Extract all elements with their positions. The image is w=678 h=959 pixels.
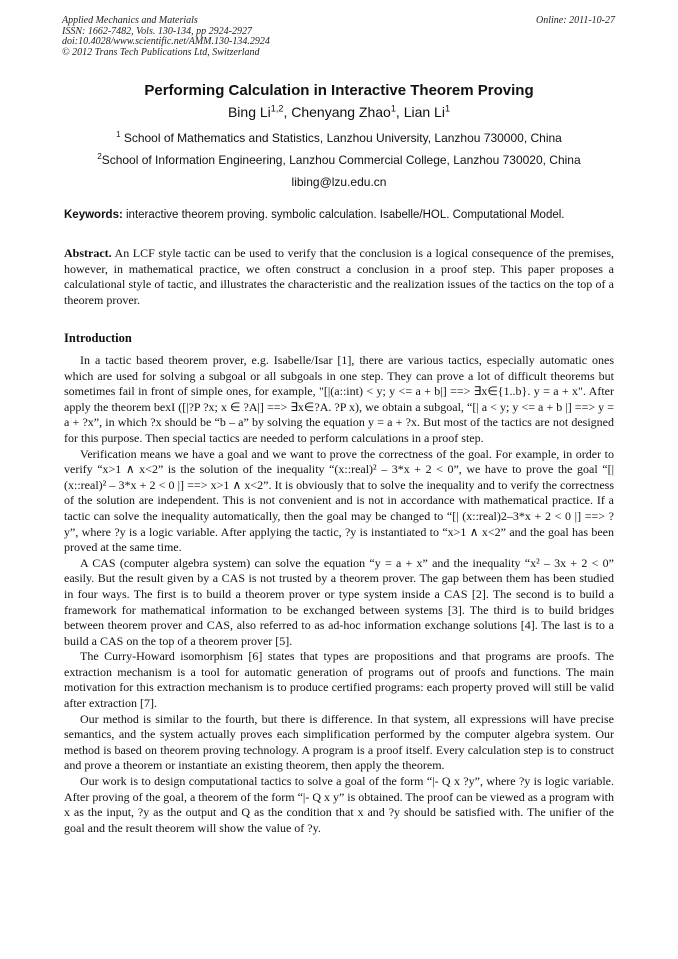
paragraph: Our work is to design computational tactics to solve a goal of the form “|- Q x ?y”, where ?y is logic variable. After proving of the goal, a theorem of the form “|- Q x y” is obtained. The proof can be viewed as a program with x as the input, ?y as the output and Q as the condition that x and ?y should be satisfied with. The unifier of the goal and the result theorem will show the value of ?y. xyxy=(64,774,615,835)
affiliation-2 xyxy=(0,153,678,167)
paragraph: Verification means we have a goal and we want to prove the correctness of the goal. For example, in order to verify “x>1 ∧ x<2” is the solution of the inequality “(x::real)² – 3*x + 2 < 0”, we have to prove the goal “[| (x::real)² – 3*x + 2 < 0 |] ==> x>1 ∧ x<2”. It is obviously that to solve the inequality and to verify the correctness of the solution are independent. This is not convenient and is not in accordance with mathematical practice. If a tactic can solve the inequality automatically, then the goal may be changed to “[| (x::real)2–3*x + 2 < 0 |] ==> ?y”, where ?y is a logic variable. After applying the tactic, ?y is instantiated to “x>1 ∧ x<2” and the goal has been proved at the same time. xyxy=(64,446,614,555)
journal-header xyxy=(62,16,615,58)
affiliation-mark: 2 xyxy=(97,152,102,161)
keywords xyxy=(64,209,619,221)
author-affiliation-mark: 1 xyxy=(444,103,451,114)
paragraph: Our method is similar to the fourth, but there is difference. In that system, all expressions will have precise semantics, and the system actually proves each simplification performed by the computer algebra system. Our method is based on theorem proving technology. A program is a proof itself. Every calculation step is to construct and prove a theorem or instantiate an existing theorem, then apply the theorem. xyxy=(64,711,614,773)
copyright-line: © 2012 Trans Tech Publications Ltd, Switzerland xyxy=(62,46,260,58)
paper-title: Performing Calculation in Interactive Theorem Proving xyxy=(144,82,534,99)
author-name: Chenyang Zhao xyxy=(291,104,391,120)
introduction-body xyxy=(64,353,614,836)
abstract-text: An LCF style tactic can be used to verify that the conclusion is a logical consequence of the premises, however, in mathematical practice, we often construct a conclusion in a proof step. This paper proposes a calculational style of tactic, and illustrates the characteristic and the realization issues of the tactics on the top of a theorem prover. xyxy=(64,246,614,307)
affiliation-1 xyxy=(0,131,678,145)
affiliation-mark: 1 xyxy=(116,130,121,139)
author-name: Bing Li xyxy=(227,104,271,120)
doi-line: doi:10.4028/www.scientific.net/AMM.130-134.2924 xyxy=(62,36,270,47)
affiliation-text: School of Mathematics and Statistics, Lanzhou University, Lanzhou 730000, China xyxy=(120,131,562,145)
online-date: Online: 2011-10-27 xyxy=(536,15,615,26)
abstract xyxy=(64,246,614,308)
keywords-label: Keywords: xyxy=(64,209,123,221)
paragraph: The Curry-Howard isomorphism [6] states that types are propositions and that programs are proofs. The extraction mechanism is a tool for automatic generation of programs out of proofs and functions. The main motivation for this extraction mechanism is to produce certified programs: each property proved will still be valid after extraction [7]. xyxy=(64,649,614,711)
abstract-label: Abstract. xyxy=(64,246,112,260)
author-email: libing@lzu.edu.cn xyxy=(291,175,387,189)
journal-name: Applied Mechanics and Materials xyxy=(62,15,198,26)
author-name: Lian Li xyxy=(403,104,445,120)
author-separator: , xyxy=(283,104,292,120)
paragraph: A CAS (computer algebra system) can solve the equation “y = a + x” and the inequality “x² – 3x + 2 < 0” easily. But the result given by a CAS is not trusted by a theorem prover. The gap between them has been studied in four ways. The first is to build a theorem prover or type system inside a CAS [2]. The second is to build a framework for mathematical information to be exchanged between systems [3]. The third is to build bridges between theorem prover and CAS, also referred to as ad-hoc information exchange solutions [4]. The last is to a build a CAS on the top of a theorem prover [5]. xyxy=(64,555,614,648)
author-separator: , xyxy=(395,104,404,120)
author-affiliation-mark: 1 xyxy=(390,103,396,114)
section-heading-introduction: Introduction xyxy=(64,331,132,345)
author-list xyxy=(0,104,678,120)
paragraph: In a tactic based theorem prover, e.g. Isabelle/Isar [1], there are various tactics, especially automatic ones which are used for solving a subgoal or all subgoals in one step. They can prove a lot of difficult theorems but sometimes fail in front of simple ones, for example, "[|(a::int) < y; y <= a + b|] ==> ∃x∈{1..b}. y = a + x". After apply the theorem bexI ([|?P ?x; x ∈ ?A|] ==> ∃x∈?A. ?P x), we obtain a subgoal, “[| a < y; y <= a + b |] ==> y = a + ?x”, in which ?x should be “b – a” by solving the equation y = a + ?x. But most of the tactics are not designed for this purpose. Then special tactics are needed to perform calculations in a proof step. xyxy=(64,353,614,445)
author-affiliation-mark: 1,2 xyxy=(270,103,284,114)
affiliation-text: School of Information Engineering, Lanzhou Commercial College, Lanzhou 730020, China xyxy=(101,153,581,167)
issn-line: ISSN: 1662-7482, Vols. 130-134, pp 2924-2927 xyxy=(62,25,252,37)
keywords-text: interactive theorem proving. symbolic calculation. Isabelle/HOL. Computational Model. xyxy=(122,209,565,221)
